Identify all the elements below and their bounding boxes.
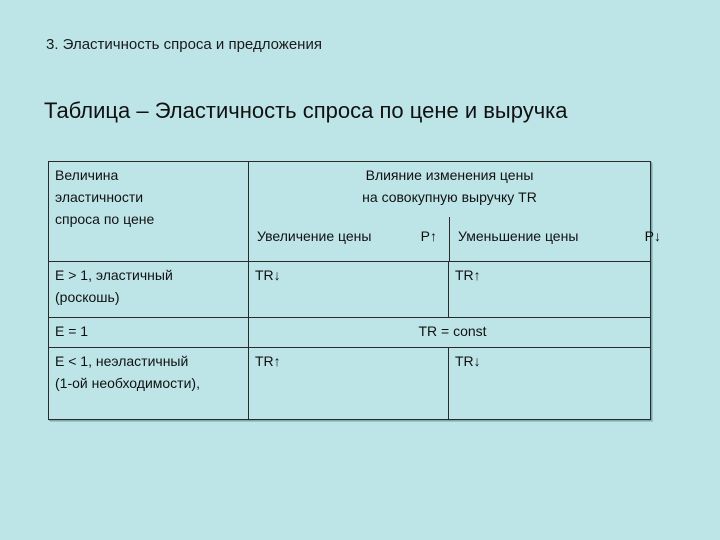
decrease-effect-cell (449, 348, 651, 420)
row-label-line: E = 1 (55, 323, 89, 339)
price-down-arrow: P↓ (644, 228, 661, 244)
slide-subtitle: 3. Эластичность спроса и предложения (46, 36, 322, 53)
tr-value: TR↓ (255, 267, 281, 283)
row-label-line: (роскошь) (55, 289, 120, 305)
header-line: Величина (55, 167, 119, 183)
slide-title: Таблица – Эластичность спроса по цене и выручка (44, 98, 568, 123)
row-label-line: E < 1, неэластичный (55, 353, 189, 369)
row-label-line: E > 1, эластичный (55, 267, 173, 283)
increase-effect-cell (249, 348, 449, 420)
header-influence-cell (249, 162, 661, 262)
influence-line: на совокупную выручку TR (362, 189, 537, 205)
influence-line: Влияние изменения цены (365, 167, 534, 183)
table-row (49, 262, 651, 318)
tr-const-value: TR = const (418, 323, 487, 339)
elasticity-table (48, 161, 661, 420)
header-line: эластичности (55, 189, 144, 205)
table-header-row (49, 162, 651, 262)
increase-price-label: Увеличение цены (257, 228, 372, 244)
merged-effect-cell (249, 318, 651, 348)
tr-value: TR↑ (455, 267, 481, 283)
increase-effect-cell (249, 262, 449, 318)
row-label-cell (49, 348, 249, 420)
tr-value: TR↓ (455, 353, 481, 369)
table-row (49, 348, 651, 420)
decrease-effect-cell (449, 262, 651, 318)
tr-value: TR↑ (255, 353, 281, 369)
header-line: спроса по цене (55, 211, 155, 227)
price-up-arrow: P↑ (420, 228, 437, 244)
table-row (49, 318, 651, 348)
decrease-price-label: Уменьшение цены (458, 228, 579, 244)
row-label-line: (1-ой необходимости), (55, 375, 200, 391)
row-label-cell (49, 262, 249, 318)
row-label-cell (49, 318, 249, 348)
header-elasticity-cell (49, 162, 249, 262)
